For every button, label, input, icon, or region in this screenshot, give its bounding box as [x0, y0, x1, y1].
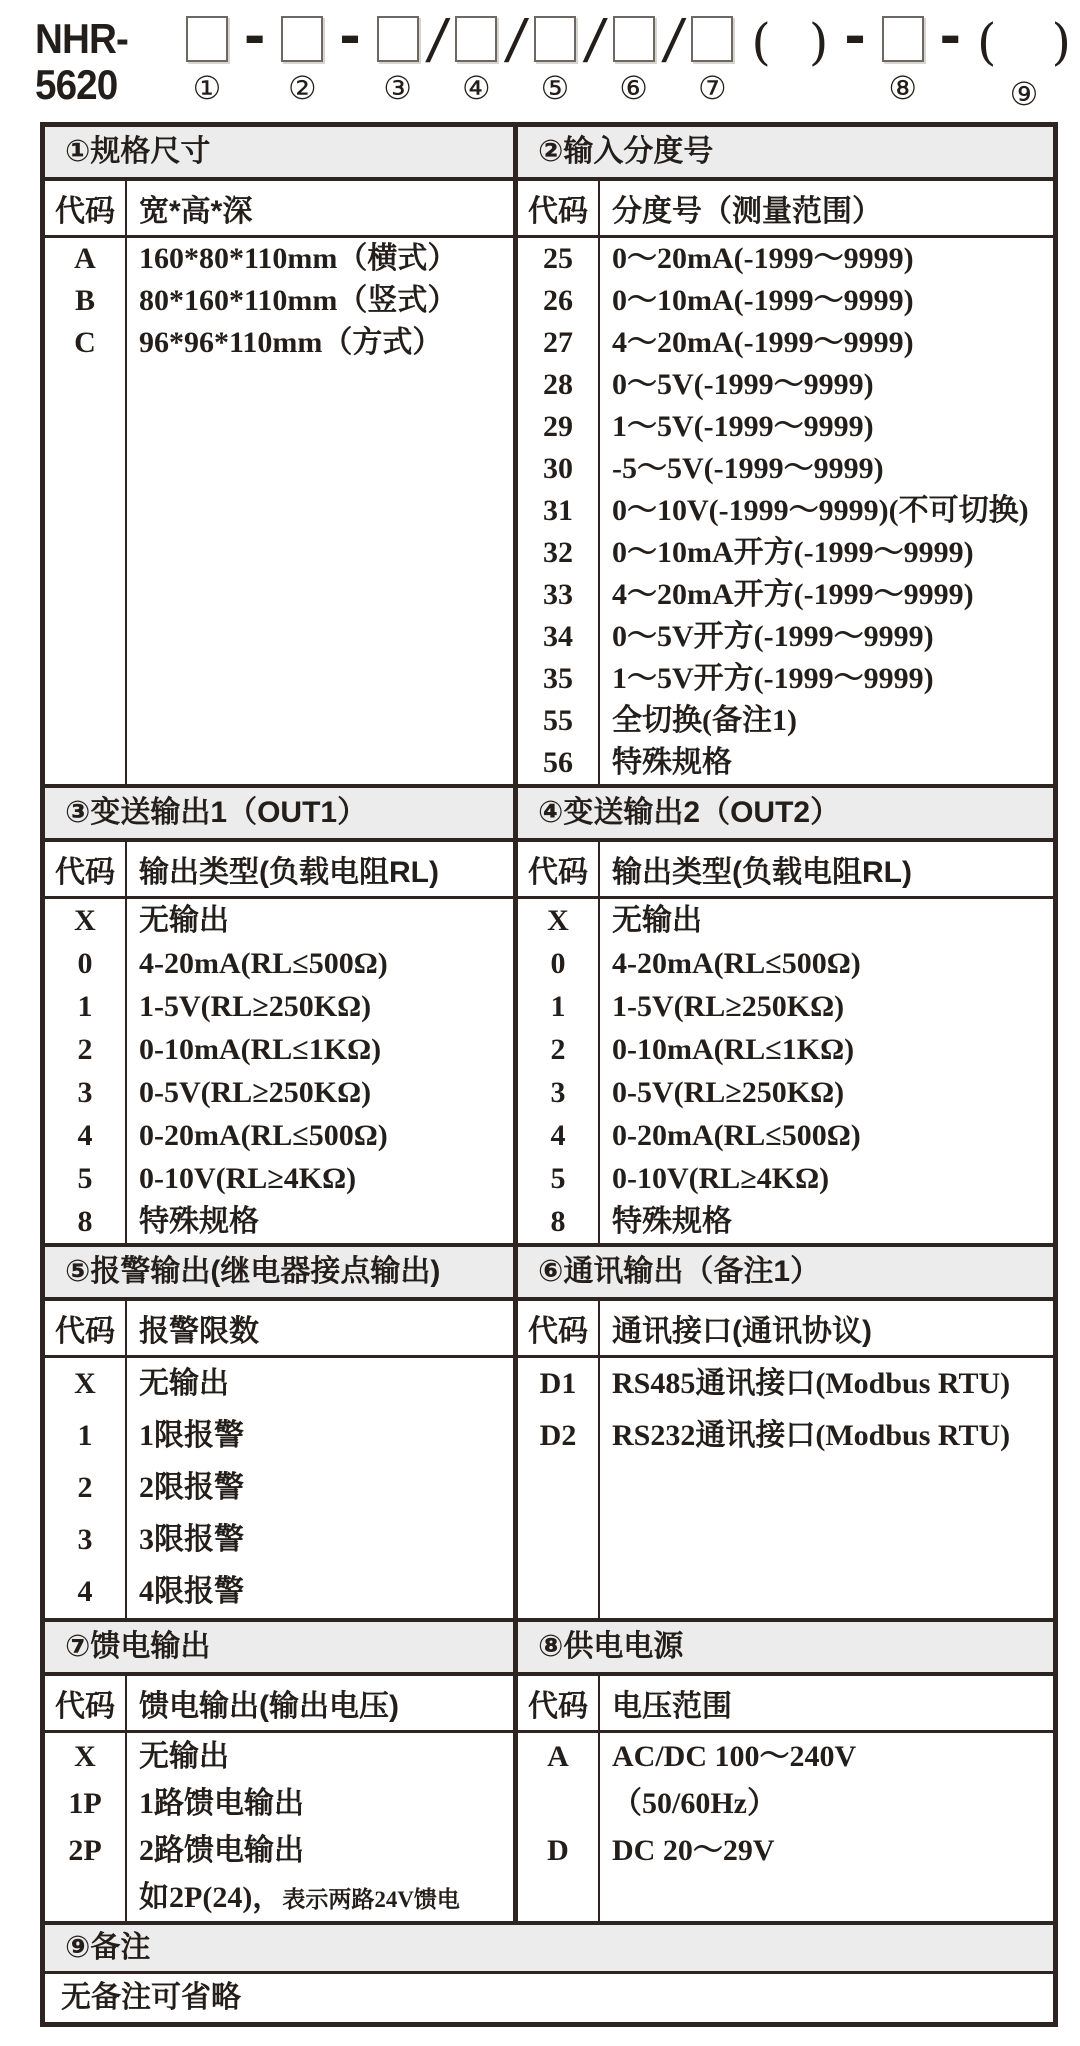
desc-cell: 0-10mA(RL≤1KΩ) — [139, 1033, 382, 1066]
separator-dash: - — [239, 7, 271, 67]
separator-dash: - — [934, 7, 966, 67]
code-cell: 8 — [77, 1205, 93, 1238]
column-header-code: 代码 — [518, 181, 600, 235]
desc-cell: 4-20mA(RL≤500Ω) — [139, 947, 388, 980]
column-header-desc: 通讯接口(通讯协议) — [612, 1315, 872, 1348]
column-header — [518, 181, 1053, 238]
model-code-box — [691, 16, 733, 62]
separator-slash: / — [585, 8, 603, 75]
desc-cell: 1-5V(RL≥250KΩ) — [139, 990, 372, 1023]
code-cell: 31 — [543, 494, 573, 527]
position-number-5: ⑤ — [540, 69, 570, 107]
desc-cell: 特殊规格 — [612, 1205, 732, 1238]
open-paren: ( — [751, 13, 771, 71]
desc-cell: 0-5V(RL≥250KΩ) — [612, 1076, 845, 1109]
code-cell: B — [74, 284, 95, 317]
desc-cell: （50/60Hz） — [612, 1787, 777, 1820]
band-3 — [45, 1243, 1053, 1618]
desc-cell — [139, 1874, 513, 1921]
code-cell: 2 — [77, 1033, 93, 1066]
desc-cell: 96*96*110mm（方式） — [139, 326, 443, 359]
column-header-code: 代码 — [45, 842, 127, 896]
code-cell: X — [74, 1740, 96, 1773]
model-code-box — [882, 16, 924, 62]
desc-cell: 0～10V(-1999～9999)(不可切换) — [612, 494, 1029, 527]
model-code-box — [186, 16, 228, 62]
code-cell: 3 — [550, 1076, 566, 1109]
column-header-desc: 宽*高*深 — [139, 195, 253, 228]
model-code-box — [281, 16, 323, 62]
column-header — [518, 1676, 1053, 1733]
section-power-supply — [513, 1622, 1053, 1921]
column-header-code: 代码 — [518, 1301, 600, 1355]
section-title: ①规格尺寸 — [45, 127, 513, 181]
section-body — [518, 238, 1053, 784]
section-body — [45, 899, 513, 1243]
code-cell: 8 — [550, 1205, 566, 1238]
close-paren: ) — [808, 13, 829, 71]
position-number-3: ③ — [383, 69, 412, 107]
code-cell: 25 — [543, 242, 573, 275]
code-cell: X — [74, 904, 96, 937]
desc-cell: 全切换(备注1) — [612, 704, 797, 737]
column-header-code: 代码 — [518, 1676, 600, 1730]
desc-cell: 0-10V(RL≥4KΩ) — [612, 1162, 830, 1195]
section-out1 — [45, 788, 513, 1243]
code-cell: 1 — [77, 1419, 93, 1452]
model-box-unit-3 — [377, 16, 419, 105]
spec-table — [40, 122, 1058, 2027]
code-cell: 4 — [77, 1119, 93, 1152]
model-box-unit-2 — [281, 16, 323, 105]
desc-cell: -5～5V(-1999～9999) — [612, 452, 884, 485]
column-header-code: 代码 — [45, 1676, 127, 1730]
column-header-code: 代码 — [518, 842, 600, 896]
position-number-7: ⑦ — [697, 69, 727, 107]
code-cell: 4 — [550, 1119, 566, 1152]
desc-cell: 2路馈电输出 — [139, 1834, 304, 1867]
column-header-desc: 输出类型(负载电阻RL) — [139, 856, 439, 889]
model-paren-group-1 — [751, 13, 829, 71]
code-cell: 1 — [77, 990, 93, 1023]
desc-cell: DC 20～29V — [612, 1834, 775, 1867]
desc-cell: 160*80*110mm（横式） — [139, 242, 458, 275]
code-cell: X — [547, 904, 569, 937]
desc-cell: 2限报警 — [139, 1471, 244, 1504]
section-body — [45, 1358, 513, 1618]
band-1 — [45, 127, 1053, 784]
code-cell: 4 — [77, 1575, 93, 1608]
section-title: ⑨备注 — [45, 1925, 1053, 1974]
column-header — [45, 181, 513, 238]
position-number-9: ⑨ — [1009, 75, 1039, 113]
code-cell: 56 — [543, 746, 573, 779]
code-cell: 5 — [550, 1162, 566, 1195]
code-cell: 32 — [543, 536, 573, 569]
column-header-desc: 报警限数 — [139, 1315, 259, 1348]
code-cell: 0 — [77, 947, 93, 980]
code-cell: 55 — [543, 704, 573, 737]
code-cell: D — [547, 1834, 569, 1867]
model-box-unit-8 — [882, 16, 924, 105]
section-size — [45, 127, 513, 784]
code-cell: 30 — [543, 452, 573, 485]
section-title: ⑧供电电源 — [518, 1622, 1053, 1676]
section-body — [45, 238, 513, 784]
separator-slash: / — [428, 8, 446, 75]
separator-slash: / — [507, 8, 524, 75]
section-feed-output — [45, 1622, 513, 1921]
column-header-code: 代码 — [45, 1301, 127, 1355]
separator-dash: - — [839, 7, 871, 67]
desc-cell: 特殊规格 — [612, 746, 732, 779]
desc-cell: 0-20mA(RL≤500Ω) — [139, 1119, 388, 1152]
section-alarm — [45, 1247, 513, 1618]
column-header-desc: 电压范围 — [612, 1690, 732, 1723]
code-cell: 2 — [550, 1033, 566, 1066]
desc-cell: 特殊规格 — [139, 1205, 259, 1238]
column-header — [518, 1301, 1053, 1358]
desc-cell: 4限报警 — [139, 1575, 244, 1608]
desc-cell: 无输出 — [139, 1740, 229, 1773]
position-number-2: ② — [287, 69, 317, 107]
position-number-1: ① — [192, 69, 222, 107]
column-header-code: 代码 — [45, 181, 127, 235]
column-header — [45, 1301, 513, 1358]
desc-cell: 无输出 — [139, 1367, 229, 1400]
model-box-unit-7 — [691, 16, 733, 105]
desc-cell: 80*160*110mm（竖式） — [139, 284, 458, 317]
section-body — [45, 1733, 513, 1921]
section-communication — [513, 1247, 1053, 1618]
band-4 — [45, 1618, 1053, 1921]
section-title: ②输入分度号 — [518, 127, 1053, 181]
model-code-box — [377, 16, 419, 62]
desc-cell: 0～5V开方(-1999～9999) — [612, 620, 934, 653]
separator-dash: - — [334, 7, 366, 67]
desc-cell: 1限报警 — [139, 1419, 244, 1452]
section-title: ④变送输出2（OUT2） — [518, 788, 1053, 842]
desc-cell: 4～20mA(-1999～9999) — [612, 326, 914, 359]
section-body — [518, 1733, 1053, 1921]
position-number-6: ⑥ — [619, 69, 648, 107]
desc-cell: RS485通讯接口(Modbus RTU) — [612, 1367, 1011, 1400]
position-number-4: ④ — [461, 69, 491, 107]
code-cell: 1 — [550, 990, 566, 1023]
code-cell: D2 — [539, 1419, 577, 1452]
column-header-desc: 输出类型(负载电阻RL) — [612, 856, 912, 889]
code-cell: A — [547, 1740, 569, 1773]
desc-cell: 1～5V(-1999～9999) — [612, 410, 874, 443]
open-paren: ( — [976, 13, 997, 71]
section-title: ⑦馈电输出 — [45, 1622, 513, 1676]
model-code-box — [613, 16, 655, 62]
desc-note-small: 表示两路24V馈电 — [282, 1887, 460, 1912]
code-cell: 3 — [77, 1076, 93, 1109]
model-box-unit-5 — [534, 16, 576, 105]
desc-cell: 0-10mA(RL≤1KΩ) — [612, 1033, 855, 1066]
section-input-range — [513, 127, 1053, 784]
desc-cell: RS232通讯接口(Modbus RTU) — [612, 1419, 1011, 1452]
section-title: ⑥通讯输出（备注1） — [518, 1247, 1053, 1301]
desc-cell: 0～10mA开方(-1999～9999) — [612, 536, 974, 569]
desc-cell: 1～5V开方(-1999～9999) — [612, 662, 934, 695]
desc-cell: 1路馈电输出 — [139, 1787, 304, 1820]
desc-cell: 3限报警 — [139, 1523, 244, 1556]
band-2 — [45, 784, 1053, 1243]
model-paren-group-2 — [976, 13, 1071, 113]
model-code-line — [35, 7, 1080, 120]
section-body — [518, 1358, 1053, 1618]
code-cell: 26 — [543, 284, 573, 317]
band-5 — [45, 1921, 1053, 2022]
column-header-desc: 馈电输出(输出电压) — [139, 1690, 399, 1723]
desc-cell: 无输出 — [139, 904, 229, 937]
code-cell: 28 — [543, 368, 573, 401]
model-prefix: NHR-5620 — [35, 15, 128, 108]
desc-cell: 0～5V(-1999～9999) — [612, 368, 874, 401]
code-cell: X — [74, 1367, 96, 1400]
code-cell: 27 — [543, 326, 573, 359]
column-header-desc: 分度号（测量范围） — [612, 195, 882, 228]
code-cell: 34 — [543, 620, 573, 653]
code-cell: 33 — [543, 578, 573, 611]
code-cell: 2P — [68, 1834, 102, 1867]
code-cell: 35 — [543, 662, 573, 695]
position-number-8: ⑧ — [888, 69, 917, 107]
model-box-unit-6 — [613, 16, 655, 105]
desc-cell: 0-5V(RL≥250KΩ) — [139, 1076, 372, 1109]
code-cell: 3 — [77, 1523, 93, 1556]
column-header — [518, 842, 1053, 899]
desc-cell: 无输出 — [612, 904, 702, 937]
code-cell: 5 — [77, 1162, 93, 1195]
desc-cell: 0～20mA(-1999～9999) — [612, 242, 914, 275]
close-paren: ) — [1051, 13, 1071, 71]
section-out2 — [513, 788, 1053, 1243]
desc-cell: 4-20mA(RL≤500Ω) — [612, 947, 861, 980]
section-title: ⑤报警输出(继电器接点输出) — [45, 1247, 513, 1301]
code-cell: 29 — [543, 410, 573, 443]
desc-cell: 4～20mA开方(-1999～9999) — [612, 578, 974, 611]
desc-cell: 1-5V(RL≥250KΩ) — [612, 990, 845, 1023]
remark-text: 无备注可省略 — [61, 1981, 241, 2014]
section-title: ③变送输出1（OUT1） — [45, 788, 513, 842]
desc-text: 如2P(24)， — [139, 1881, 283, 1914]
model-code-box — [534, 16, 576, 62]
desc-cell: 0-10V(RL≥4KΩ) — [139, 1162, 357, 1195]
separator-slash: / — [664, 8, 682, 75]
section-body — [518, 899, 1053, 1243]
desc-cell: 0-20mA(RL≤500Ω) — [612, 1119, 861, 1152]
code-cell: 0 — [550, 947, 566, 980]
code-cell: 2 — [77, 1471, 93, 1504]
model-box-unit-4 — [455, 16, 497, 105]
column-header — [45, 842, 513, 899]
code-cell: C — [74, 326, 96, 359]
code-cell: 1P — [68, 1787, 102, 1820]
model-box-unit-1 — [186, 16, 228, 105]
column-header — [45, 1676, 513, 1733]
code-cell: A — [74, 242, 96, 275]
desc-cell: 0～10mA(-1999～9999) — [612, 284, 914, 317]
code-cell: D1 — [539, 1367, 577, 1400]
desc-cell: AC/DC 100～240V — [612, 1740, 857, 1773]
model-code-box — [455, 16, 497, 62]
